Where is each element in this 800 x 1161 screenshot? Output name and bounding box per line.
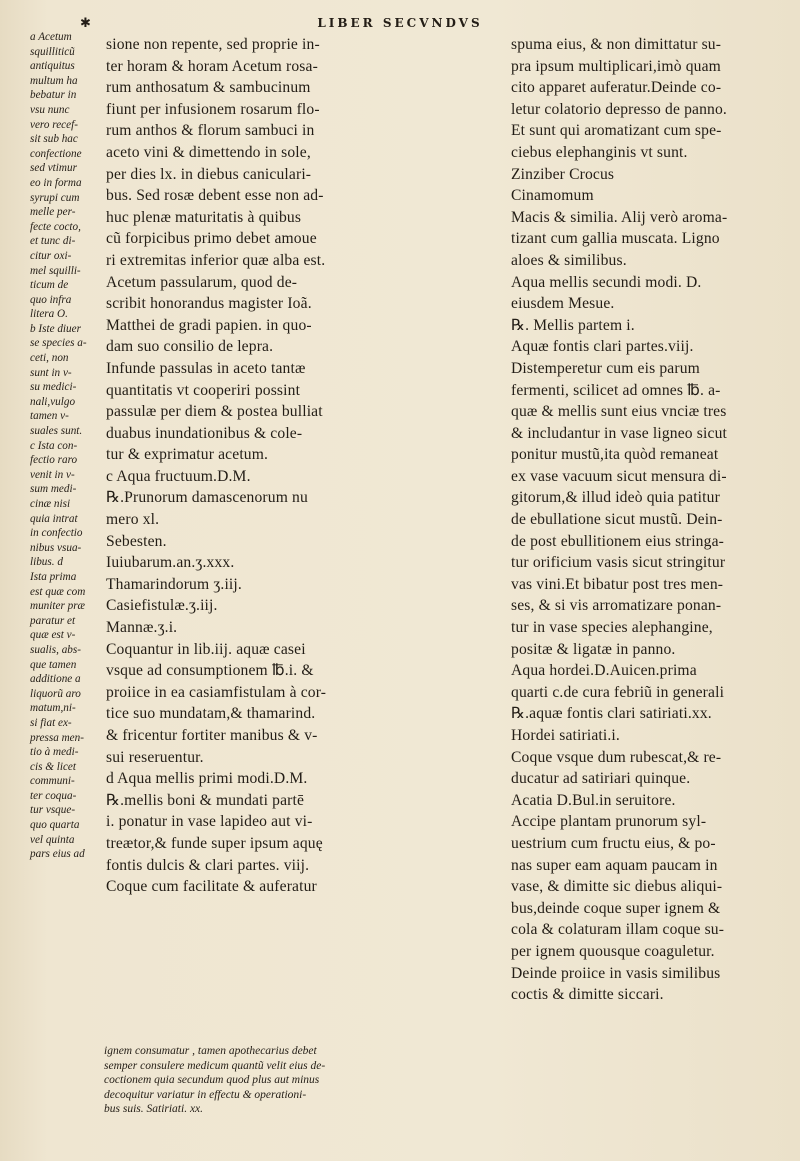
- text-line: ciebus elephanginis vt sunt.: [511, 143, 688, 161]
- margin-note-line: quæ est v-: [30, 629, 76, 642]
- margin-note-line: quo quarta: [30, 819, 80, 832]
- margin-note-line: fectio raro: [30, 454, 78, 467]
- text-line: fontis dulcis & clari partes. viij.: [106, 856, 310, 874]
- margin-note-line: se species a-: [30, 337, 87, 350]
- text-line: dam suo consilio de lepra.: [106, 338, 274, 356]
- text-line: quarti c.de cura febriũ in generali: [511, 683, 725, 701]
- margin-note-line: litera O.: [30, 308, 68, 321]
- footnote-line: coctionem quia secundum quod plus aut minus: [104, 1074, 320, 1087]
- text-line: tur in vase species alephangine,: [511, 619, 713, 637]
- text-line: ℞. Mellis partem i.: [511, 316, 635, 334]
- margin-note-line: vero recef-: [30, 118, 78, 131]
- text-line: Coque vsque dum rubescat,& re-: [511, 748, 722, 766]
- text-line: Iuiubarum.an.ʒ.xxx.: [106, 554, 235, 572]
- margin-note-line: c Ista con-: [30, 439, 78, 452]
- margin-note-line: que tamen: [30, 658, 77, 671]
- text-line: Accipe plantam prunorum syl-: [511, 813, 707, 831]
- text-line: tur & exprimatur acetum.: [106, 446, 269, 464]
- marginal-notes: [30, 30, 102, 862]
- text-line: ter horam & horam Acetum rosa-: [106, 57, 318, 75]
- text-line: sui reseruentur.: [106, 748, 204, 766]
- text-line: cũ forpicibus primo debet amoue: [106, 230, 317, 248]
- margin-note-line: sit sub hac: [30, 133, 78, 146]
- text-line: Casiefistulæ.ʒ.iij.: [106, 597, 218, 615]
- text-line: Distemperetur cum eis parum: [511, 359, 700, 377]
- text-line: fiunt per infusionem rosarum flo-: [106, 100, 320, 118]
- margin-note-line: Ista prima: [30, 570, 77, 583]
- text-line: letur colatorio depresso de panno.: [511, 100, 727, 118]
- text-line: aceto vini & dimettendo in sole,: [106, 143, 311, 161]
- text-line: spuma eius, & non dimittatur su-: [511, 36, 722, 53]
- footnote-line: decoquitur variatur in effectu & operationi-: [104, 1088, 307, 1101]
- text-line: cola & colaturam illam coque su-: [511, 921, 725, 939]
- margin-note-line: quia intrat: [30, 512, 78, 525]
- page-title: LIBER SECVNDVS: [317, 16, 483, 30]
- text-line: ℞.mellis boni & mundati partē: [106, 791, 305, 809]
- margin-note-line: et tunc di-: [30, 235, 76, 248]
- margin-note-line: additione a: [30, 673, 81, 686]
- margin-note-line: ticum de: [30, 279, 69, 292]
- margin-note-line: tamen v-: [30, 410, 69, 423]
- text-line: uestrium cum fructu eius, & po-: [511, 834, 716, 852]
- margin-note-line: multum ha: [30, 74, 78, 87]
- text-line: per ignem quousque coaguletur.: [511, 942, 715, 960]
- text-line: rum anthosatum & sambucinum: [106, 79, 311, 97]
- text-line: c Aqua fructuum.D.M.: [106, 467, 251, 485]
- margin-note-line: suales sunt.: [30, 425, 83, 438]
- text-line: quantitatis vt cooperiri possint: [106, 381, 301, 399]
- text-line: Deinde proiice in vasis similibus: [511, 964, 721, 982]
- footnote-line: bus suis. Satiriati. xx.: [104, 1103, 204, 1116]
- margin-note-line: ter coqua-: [30, 789, 77, 802]
- right-text-column: [511, 34, 793, 1006]
- margin-note-line: confectione: [30, 147, 82, 160]
- text-line: Coquantur in lib.iij. aquæ casei: [106, 640, 306, 658]
- margin-note-line: communi-: [30, 775, 75, 788]
- text-line: scribit honorandus magister Ioã.: [106, 295, 312, 313]
- text-line: ex vase vacuum sicut mensura di-: [511, 467, 727, 485]
- text-line: ℞.Prunorum damascenorum nu: [106, 489, 308, 507]
- margin-note-line: ceti, non: [30, 352, 69, 365]
- margin-note-line: nibus vsua-: [30, 541, 82, 554]
- text-line: mero xl.: [106, 511, 160, 529]
- text-line: de ebullatione sicut mustũ. Dein-: [511, 511, 723, 529]
- left-text-column: [106, 34, 402, 898]
- margin-note-line: pressa men-: [30, 731, 84, 744]
- text-line: positæ & ligatæ in panno.: [511, 640, 676, 658]
- text-line: Infunde passulas in aceto tantæ: [106, 359, 306, 377]
- margin-note-line: a Acetum: [30, 31, 72, 43]
- margin-note-line: sum medi-: [30, 483, 77, 496]
- text-line: Matthei de gradi papien. in quo-: [106, 316, 312, 334]
- text-line: gitorum,& illud ideò quia patitur: [511, 489, 720, 507]
- margin-note-line: in confectio: [30, 527, 83, 540]
- margin-note-line: pars eius ad: [30, 848, 85, 861]
- margin-note-line: matum,ni-: [30, 702, 76, 715]
- text-line: ri extremitas inferior quæ alba est.: [106, 251, 326, 269]
- text-line: Mannæ.ʒ.i.: [106, 619, 178, 637]
- footnote-line: ignem consumatur , tamen apothecarius debet: [104, 1045, 317, 1057]
- margin-note-line: tio à medi-: [30, 746, 79, 759]
- text-line: Thamarindorum ʒ.iij.: [106, 575, 242, 593]
- margin-note-line: paratur et: [30, 614, 76, 627]
- margin-note-line: vsu nunc: [30, 103, 70, 116]
- text-line: treætor,& funde super ipsum aquę: [106, 834, 323, 852]
- margin-note-line: squilliticũ: [30, 45, 75, 58]
- footnote-line: semper consulere medicum quantũ velit eius de-: [104, 1059, 326, 1072]
- margin-note-line: mel squilli-: [30, 264, 81, 277]
- margin-note-line: tur vsque-: [30, 804, 76, 817]
- margin-note-line: cinæ nisi: [30, 498, 71, 510]
- margin-note-line: sualis, abs-: [30, 643, 81, 656]
- left-footnote: [104, 1044, 404, 1117]
- text-line: ducatur ad satiriari quinque.: [511, 770, 691, 788]
- text-line: bus. Sed rosæ debent esse non ad-: [106, 187, 324, 205]
- text-line: sione non repente, sed proprie in-: [106, 36, 320, 53]
- text-line: Coque cum facilitate & auferatur: [106, 878, 317, 896]
- text-line: passulæ per diem & postea bulliat: [106, 403, 323, 421]
- text-line: tur orificium vasis sicut stringitur: [511, 554, 726, 572]
- margin-note-line: libus. d: [30, 556, 63, 569]
- margin-note-line: bebatur in: [30, 89, 77, 102]
- text-line: Acatia D.Bul.in seruitore.: [511, 791, 676, 809]
- margin-note-line: syrupi cum: [30, 191, 80, 204]
- text-line: proiice in ea casiamfistulam à cor-: [106, 683, 327, 701]
- text-line: cito apparet auferatur.Deinde co-: [511, 79, 722, 97]
- text-line: Macis & similia. Alij verò aroma-: [511, 208, 728, 226]
- margin-note-line: venit in v-: [30, 468, 75, 481]
- text-line: huc plenæ maturitatis à quibus: [106, 208, 302, 226]
- margin-note-line: est quæ com: [30, 585, 86, 598]
- text-line: Sebesten.: [106, 532, 167, 550]
- text-line: quæ & mellis sunt eius vnciæ tres: [511, 403, 727, 421]
- text-line: aloes & similibus.: [511, 251, 627, 269]
- margin-note-line: b Iste diuer: [30, 322, 81, 335]
- margin-note-line: si fiat ex-: [30, 716, 72, 729]
- text-line: nas super eam aquam paucam in: [511, 856, 718, 874]
- text-line: Cinamomum: [511, 187, 594, 205]
- text-line: rum anthos & florum sambuci in: [106, 122, 315, 140]
- margin-note-line: fecte cocto,: [30, 220, 81, 233]
- text-line: ses, & si vis arromatizare ponan-: [511, 597, 722, 615]
- margin-note-line: eo in forma: [30, 176, 82, 189]
- text-line: fermenti, scilicet ad omnes ℔. a-: [511, 381, 721, 399]
- text-line: vsque ad consumptionem ℔.i. &: [106, 662, 314, 680]
- text-line: Et sunt qui aromatizant cum spe-: [511, 122, 722, 140]
- text-line: Aquæ fontis clari partes.viij.: [511, 338, 694, 356]
- text-line: pra ipsum multiplicari,imò quam: [511, 57, 721, 75]
- text-line: d Aqua mellis primi modi.D.M.: [106, 770, 308, 788]
- text-line: tizant cum gallia muscata. Ligno: [511, 230, 720, 248]
- text-line: tice suo mundatam,& thamarind.: [106, 705, 316, 723]
- margin-note-line: vel quinta: [30, 833, 75, 846]
- margin-note-line: cis & licet: [30, 760, 76, 773]
- margin-note-line: citur oxi-: [30, 249, 72, 262]
- margin-note-line: sed vtimur: [30, 162, 77, 175]
- text-line: Aqua mellis secundi modi. D.: [511, 273, 702, 291]
- text-line: i. ponatur in vase lapideo aut vi-: [106, 813, 313, 831]
- text-line: vase, & dimitte sic diebus aliqui-: [511, 878, 723, 896]
- margin-note-line: su medici-: [30, 381, 77, 394]
- text-line: ℞.aquæ fontis clari satiriati.xx.: [511, 705, 712, 723]
- margin-note-line: muniter præ: [30, 600, 86, 613]
- margin-note-line: sunt in v-: [30, 366, 72, 379]
- text-line: Acetum passularum, quod de-: [106, 273, 298, 291]
- margin-note-line: quo infra: [30, 293, 72, 306]
- margin-note-line: nali,vulgo: [30, 395, 76, 408]
- text-line: duabus inundationibus & cole-: [106, 424, 303, 442]
- text-line: vas vini.Et bibatur post tres men-: [511, 575, 724, 593]
- text-line: bus,deinde coque super ignem &: [511, 899, 721, 917]
- text-line: de post ebullitionem eius stringa-: [511, 532, 724, 550]
- margin-note-line: liquorũ aro: [30, 687, 81, 700]
- text-line: Hordei satiriati.i.: [511, 727, 620, 744]
- text-line: Zinziber Crocus: [511, 165, 615, 183]
- text-line: & includantur in vase ligneo sicut: [511, 424, 728, 442]
- margin-note-line: melle per-: [30, 206, 76, 219]
- text-line: Aqua hordei.D.Auicen.prima: [511, 662, 697, 680]
- text-line: coctis & dimitte siccari.: [511, 986, 664, 1004]
- margin-note-line: antiquitus: [30, 60, 75, 73]
- text-line: eiusdem Mesue.: [511, 295, 615, 313]
- page-ornament: ✱: [80, 16, 91, 31]
- text-line: & fricentur fortiter manibus & v-: [106, 727, 318, 744]
- text-line: per dies lx. in diebus caniculari-: [106, 165, 312, 183]
- text-line: ponitur mustũ,ita quòd remaneat: [511, 446, 719, 464]
